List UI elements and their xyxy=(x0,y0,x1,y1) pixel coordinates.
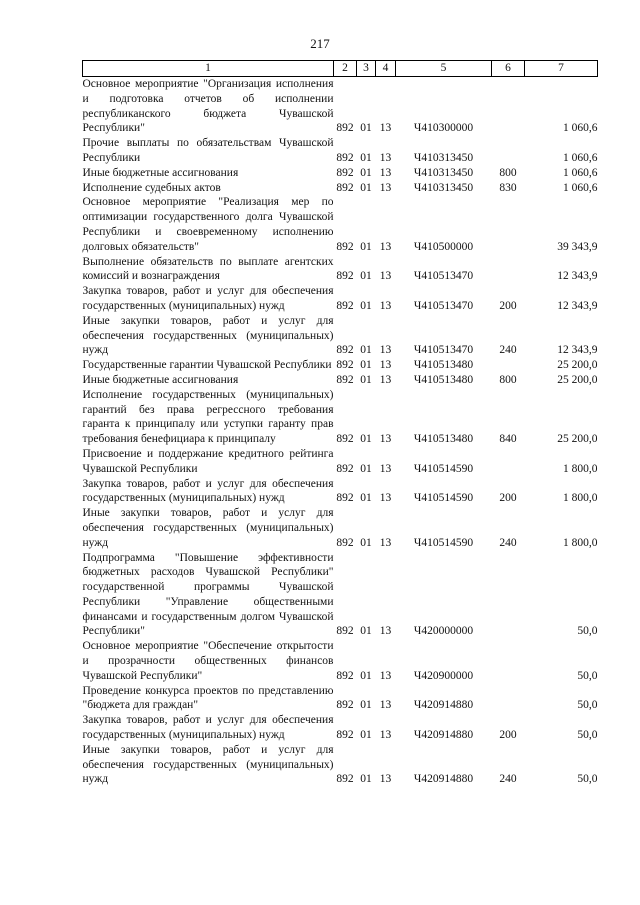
amount: 1 800,0 xyxy=(563,536,598,549)
target-article-code: Ч410313450 xyxy=(413,181,474,194)
table-row xyxy=(83,181,598,196)
row-description: Основное мероприятие "Обеспечение открытости и прозрачности общественных финансов Чувашской Республики" xyxy=(82,640,334,682)
ministry-code: 892 xyxy=(336,151,354,164)
target-article-code: Ч420914880 xyxy=(413,729,474,742)
amount: 39 343,9 xyxy=(557,240,598,253)
subsection-code: 13 xyxy=(379,299,392,312)
ministry-code: 892 xyxy=(336,270,354,283)
table-row xyxy=(83,166,598,181)
row-description: Иные бюджетные ассигнования xyxy=(82,166,239,179)
expense-type-code xyxy=(492,136,525,166)
subsection-code: 13 xyxy=(379,240,392,253)
target-article-code: Ч410514590 xyxy=(413,536,474,549)
expense-type-code: 200 xyxy=(499,299,517,312)
row-description: Государственные гарантии Чувашской Республики xyxy=(82,359,332,372)
ministry-code: 892 xyxy=(336,492,354,505)
section-code: 01 xyxy=(360,536,372,549)
row-description: Закупка товаров, работ и услуг для обеспечения государственных (муниципальных) нужд xyxy=(82,714,334,742)
section-code: 01 xyxy=(360,359,372,372)
expense-type-code: 840 xyxy=(499,433,517,446)
ministry-code: 892 xyxy=(336,536,354,549)
ministry-code: 892 xyxy=(336,669,354,682)
amount: 1 800,0 xyxy=(563,492,598,505)
table-row xyxy=(83,639,598,683)
expense-type-code: 240 xyxy=(499,773,517,786)
ministry-code: 892 xyxy=(336,625,354,638)
ministry-code: 892 xyxy=(336,433,354,446)
row-description: Основное мероприятие "Организация исполнения и подготовка отчетов об исполнении республиканского бюджета Чувашской Республики" xyxy=(82,78,334,135)
row-description: Иные закупки товаров, работ и услуг для обеспечения государственных (муниципальных) нужд xyxy=(82,314,334,357)
expense-type-code: 800 xyxy=(499,166,517,179)
subsection-code: 13 xyxy=(379,729,392,742)
ministry-code: 892 xyxy=(336,373,354,386)
row-description: Исполнение государственных (муниципальных) гарантий без права регрессного требования гаранта к принципалу или уступки гаранту прав требования бенефициара к принципалу xyxy=(82,388,334,446)
expense-type-code xyxy=(492,255,525,285)
target-article-code: Ч410513480 xyxy=(413,433,474,446)
row-description: Исполнение судебных актов xyxy=(82,181,221,194)
row-description: Выполнение обязательств по выплате агентских комиссий и вознаграждения xyxy=(82,255,334,283)
target-article-code: Ч420000000 xyxy=(413,625,474,638)
table-row xyxy=(83,358,598,373)
target-article-code: Ч410513470 xyxy=(413,344,474,357)
subsection-code: 13 xyxy=(379,373,392,386)
expense-type-code xyxy=(492,684,525,714)
header-cell: 4 xyxy=(376,61,396,77)
section-code: 01 xyxy=(360,433,372,446)
row-description: Подпрограмма "Повышение эффективности бюджетных расходов Чувашской Республики" государственной программы Чувашской Республики "Управление общественными финансами и государственным долгом Чувашской Республики" xyxy=(82,551,334,638)
amount: 1 060,6 xyxy=(563,166,598,179)
budget-table xyxy=(82,60,598,787)
row-description: Присвоение и поддержание кредитного рейтинга Чувашской Республики xyxy=(82,447,334,475)
target-article-code: Ч420914880 xyxy=(413,773,474,786)
subsection-code: 13 xyxy=(379,151,392,164)
ministry-code: 892 xyxy=(336,181,354,194)
table-row xyxy=(83,506,598,550)
ministry-code: 892 xyxy=(336,699,354,712)
subsection-code: 13 xyxy=(379,492,392,505)
table-row xyxy=(83,713,598,743)
section-code: 01 xyxy=(360,299,372,312)
amount: 50,0 xyxy=(577,669,598,682)
ministry-code: 892 xyxy=(336,344,354,357)
subsection-code: 13 xyxy=(379,669,392,682)
expense-type-code: 800 xyxy=(499,373,517,386)
amount: 1 060,6 xyxy=(563,151,598,164)
table-row xyxy=(83,255,598,285)
amount: 1 800,0 xyxy=(563,462,598,475)
subsection-code: 13 xyxy=(379,344,392,357)
target-article-code: Ч420914880 xyxy=(413,699,474,712)
amount: 25 200,0 xyxy=(557,359,598,372)
ministry-code: 892 xyxy=(336,122,354,135)
section-code: 01 xyxy=(360,344,372,357)
amount: 1 060,6 xyxy=(563,181,598,194)
ministry-code: 892 xyxy=(336,166,354,179)
row-description: Прочие выплаты по обязательствам Чувашской Республики xyxy=(82,137,334,164)
table-row xyxy=(83,388,598,447)
expense-type-code: 830 xyxy=(499,181,517,194)
ministry-code: 892 xyxy=(336,462,354,475)
row-description: Иные бюджетные ассигнования xyxy=(82,373,239,386)
subsection-code: 13 xyxy=(379,773,392,786)
target-article-code: Ч410514590 xyxy=(413,462,474,475)
table-row xyxy=(83,684,598,714)
section-code: 01 xyxy=(360,699,372,712)
expense-type-code: 200 xyxy=(499,729,517,742)
table-body xyxy=(83,77,598,788)
row-description: Закупка товаров, работ и услуг для обеспечения государственных (муниципальных) нужд xyxy=(82,477,334,505)
amount: 12 343,9 xyxy=(557,344,598,357)
amount: 50,0 xyxy=(577,773,598,786)
header-cell: 6 xyxy=(492,61,525,77)
target-article-code: Ч410300000 xyxy=(413,122,474,135)
section-code: 01 xyxy=(360,166,372,179)
row-description: Иные закупки товаров, работ и услуг для обеспечения государственных (муниципальных) нужд xyxy=(82,743,334,786)
header-cell: 5 xyxy=(396,61,492,77)
ministry-code: 892 xyxy=(336,773,354,786)
header-cell: 7 xyxy=(525,61,598,77)
ministry-code: 892 xyxy=(336,359,354,372)
target-article-code: Ч410513480 xyxy=(413,373,474,386)
subsection-code: 13 xyxy=(379,270,392,283)
section-code: 01 xyxy=(360,729,372,742)
table-row xyxy=(83,477,598,507)
section-code: 01 xyxy=(360,122,372,135)
expense-type-code xyxy=(492,639,525,683)
table-row xyxy=(83,195,598,254)
subsection-code: 13 xyxy=(379,536,392,549)
table-row xyxy=(83,447,598,477)
target-article-code: Ч410514590 xyxy=(413,492,474,505)
row-description: Проведение конкурса проектов по представлению "бюджета для граждан" xyxy=(82,684,334,712)
subsection-code: 13 xyxy=(379,122,392,135)
section-code: 01 xyxy=(360,151,372,164)
table-row xyxy=(83,314,598,358)
table-row xyxy=(83,284,598,314)
expense-type-code: 200 xyxy=(499,492,517,505)
header-cell: 1 xyxy=(83,61,334,77)
ministry-code: 892 xyxy=(336,240,354,253)
header-cell: 3 xyxy=(357,61,376,77)
expense-type-code xyxy=(492,77,525,137)
subsection-code: 13 xyxy=(379,166,392,179)
amount: 50,0 xyxy=(577,699,598,712)
ministry-code: 892 xyxy=(336,729,354,742)
expense-type-code xyxy=(492,447,525,477)
amount: 1 060,6 xyxy=(563,122,598,135)
expense-type-code: 240 xyxy=(499,344,517,357)
row-description: Закупка товаров, работ и услуг для обеспечения государственных (муниципальных) нужд xyxy=(82,285,334,312)
subsection-code: 13 xyxy=(379,433,392,446)
target-article-code: Ч410500000 xyxy=(413,240,474,253)
target-article-code: Ч410513480 xyxy=(413,359,474,372)
section-code: 01 xyxy=(360,669,372,682)
section-code: 01 xyxy=(360,625,372,638)
target-article-code: Ч410513470 xyxy=(413,270,474,283)
amount: 25 200,0 xyxy=(557,373,598,386)
section-code: 01 xyxy=(360,773,372,786)
subsection-code: 13 xyxy=(379,181,392,194)
section-code: 01 xyxy=(360,462,372,475)
expense-type-code xyxy=(492,551,525,640)
target-article-code: Ч410313450 xyxy=(413,166,474,179)
target-article-code: Ч410313450 xyxy=(413,151,474,164)
header-row xyxy=(83,61,598,77)
table-row xyxy=(83,743,598,787)
section-code: 01 xyxy=(360,492,372,505)
amount: 50,0 xyxy=(577,729,598,742)
amount: 50,0 xyxy=(577,625,598,638)
table-row xyxy=(83,77,598,137)
subsection-code: 13 xyxy=(379,625,392,638)
header-cell: 2 xyxy=(334,61,357,77)
section-code: 01 xyxy=(360,373,372,386)
amount: 12 343,9 xyxy=(557,270,598,283)
subsection-code: 13 xyxy=(379,359,392,372)
expense-type-code xyxy=(492,358,525,373)
row-description: Иные закупки товаров, работ и услуг для обеспечения государственных (муниципальных) нужд xyxy=(82,507,334,549)
target-article-code: Ч410513470 xyxy=(413,299,474,312)
ministry-code: 892 xyxy=(336,299,354,312)
section-code: 01 xyxy=(360,270,372,283)
expense-type-code xyxy=(492,195,525,254)
section-code: 01 xyxy=(360,181,372,194)
subsection-code: 13 xyxy=(379,462,392,475)
expense-type-code: 240 xyxy=(499,536,517,549)
row-description: Основное мероприятие "Реализация мер по оптимизации государственного долга Чувашской Республики и своевременному исполнению долговых обязательств" xyxy=(82,196,334,253)
page-number: 217 xyxy=(310,36,330,51)
section-code: 01 xyxy=(360,240,372,253)
table-row xyxy=(83,551,598,640)
amount: 25 200,0 xyxy=(557,433,598,446)
table-row xyxy=(83,373,598,388)
amount: 12 343,9 xyxy=(557,299,598,312)
table-row xyxy=(83,136,598,166)
subsection-code: 13 xyxy=(379,699,392,712)
target-article-code: Ч420900000 xyxy=(413,669,474,682)
